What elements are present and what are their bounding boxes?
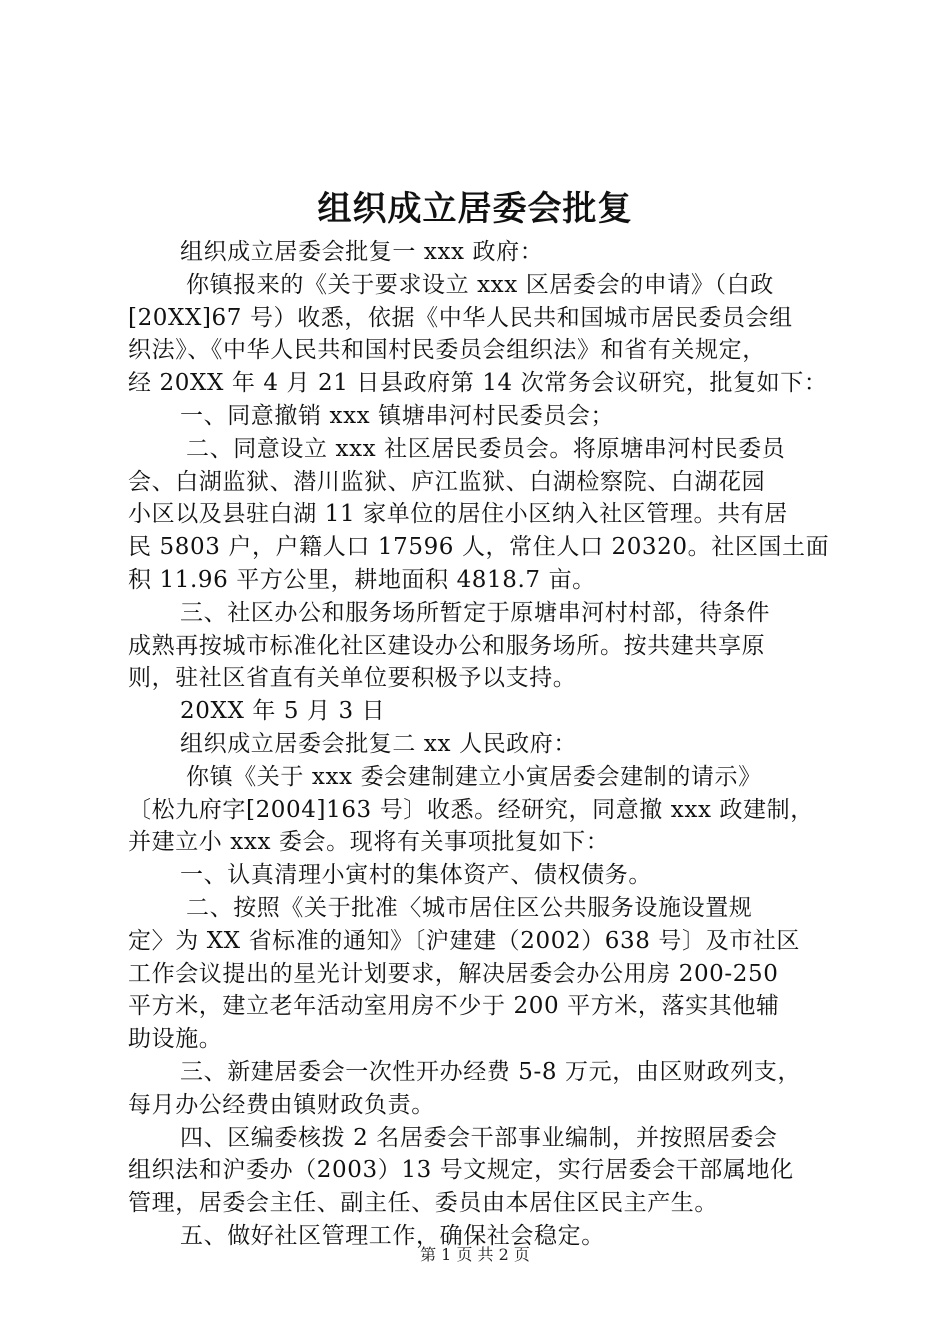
body-line: 每月办公经费由镇财政负责。 bbox=[128, 1091, 435, 1118]
body-line: 一、认真清理小寅村的集体资产、债权债务。 bbox=[180, 862, 652, 889]
body-line: 二、按照《关于批准〈城市居住区公共服务设施设置规 bbox=[186, 894, 753, 921]
body-line: 经 20XX 年 4 月 21 日县政府第 14 次常务会议研究，批复如下： bbox=[128, 370, 828, 397]
body-line: 小区以及县驻白湖 11 家单位的居住小区纳入社区管理。共有居 bbox=[128, 501, 788, 528]
body-line: 你镇《关于 xxx 委会建制建立小寅居委会建制的请示》 bbox=[186, 763, 762, 790]
body-line: 成熟再按城市标准化社区建设办公和服务场所。按共建共享原 bbox=[128, 632, 766, 659]
body-line: 助设施。 bbox=[128, 1026, 223, 1053]
page-footer: 第 1 页 共 2 页 bbox=[420, 1245, 530, 1264]
body-line: 积 11.96 平方公里，耕地面积 4818.7 亩。 bbox=[128, 566, 596, 593]
body-line: 并建立小 xxx 委会。现将有关事项批复如下： bbox=[128, 829, 610, 856]
body-line: 管理，居委会主任、副主任、委员由本居住区民主产生。 bbox=[128, 1190, 718, 1217]
body-line: 织法》、《中华人民共和国村民委员会组织法》和省有关规定， bbox=[128, 337, 766, 364]
body-line: 定〉为 XX 省标准的通知》〔沪建建（2002）638 号〕及市社区 bbox=[128, 927, 801, 954]
body-line: 三、社区办公和服务场所暂定于原塘串河村村部，待条件 bbox=[180, 599, 770, 626]
body-line: 一、同意撤销 xxx 镇塘串河村民委员会； bbox=[180, 402, 615, 429]
body-line: 工作会议提出的星光计划要求，解决居委会办公用房 200-250 bbox=[128, 960, 779, 987]
body-line: 20XX 年 5 月 3 日 bbox=[180, 698, 386, 725]
body-line: [20XX]67 号）收悉，依据《中华人民共和国城市居民委员会组 bbox=[128, 304, 793, 331]
body-line: 五、做好社区管理工作，确保社会稳定。 bbox=[180, 1222, 605, 1249]
body-line: 组织法和沪委办（2003）13 号文规定，实行居委会干部属地化 bbox=[128, 1157, 794, 1184]
body-line: 三、新建居委会一次性开办经费 5-8 万元，由区财政列支， bbox=[180, 1058, 802, 1085]
body-line: 〔松九府字[2004]163 号〕收悉。经研究，同意撤 xxx 政建制， bbox=[128, 796, 814, 823]
body-line: 二、同意设立 xxx 社区居民委员会。将原塘串河村民委员 bbox=[186, 435, 786, 462]
body-line: 你镇报来的《关于要求设立 xxx 区居委会的申请》（白政 bbox=[186, 271, 774, 298]
body-line: 四、区编委核拨 2 名居委会干部事业编制，并按照居委会 bbox=[180, 1124, 778, 1151]
body-line: 则，驻社区省直有关单位要积极予以支持。 bbox=[128, 665, 577, 692]
body-line: 会、白湖监狱、潜川监狱、庐江监狱、白湖检察院、白湖花园 bbox=[128, 468, 766, 495]
document-body bbox=[128, 236, 838, 1253]
body-line: 民 5803 户，户籍人口 17596 人，常住人口 20320。社区国土面 bbox=[128, 534, 830, 561]
body-line: 组织成立居委会批复二 xx 人民政府： bbox=[180, 730, 577, 757]
body-line: 平方米，建立老年活动室用房不少于 200 平方米，落实其他辅 bbox=[128, 993, 780, 1020]
body-line: 组织成立居委会批复一 xxx 政府： bbox=[180, 239, 544, 265]
document-title: 组织成立居委会批复 bbox=[317, 189, 633, 229]
